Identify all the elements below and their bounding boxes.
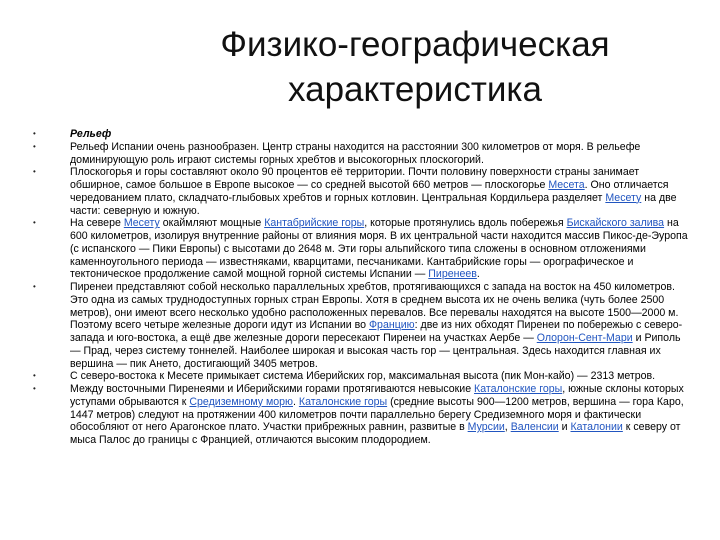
text-run: . Оно отличается чередованием плато, складчато-глыбовых хребтов и горных котловин. Центральная Кордильера разделяет [70,179,669,204]
text-run: на две части: северную и южную. [70,191,677,217]
text-run: Между восточными Пиренеями и Иберийскими горами протягиваются невысокие [70,383,475,395]
paragraph-text: С северо-востока к Месете примыкает система Иберийских гор, максимальная высота (пик Мон-кайо) — 2313 метров. [70,370,656,383]
bullet-dot: • [33,218,36,228]
link-france[interactable]: Францию [369,319,415,332]
paragraph-text [70,383,690,447]
slide-title [0,22,720,112]
bullet-dot: • [33,129,36,138]
paragraph-text [70,217,690,281]
bullet-item [30,166,690,217]
bullet-item-heading [30,128,690,141]
link-bay-of-biscay[interactable]: Бискайского залива [566,217,665,230]
text-run: : две из них обходят Пиренеи по побережью с северо-запада и юго-востока, а ещё две железные дороги пересекают Пиренеи на участках Аербе — [70,319,683,344]
text-run: . [476,268,480,281]
title-line-2: характеристика [288,70,542,109]
text-run: , южные склоны которых уступами обрываются к [70,383,684,408]
paragraph-text [70,281,690,370]
bullet-dot: • [33,282,36,291]
text-run: На севере [70,217,124,230]
link-valencia[interactable]: Валенсии [510,421,559,434]
text-run: на 600 километров, изолируя внутренние районы от влияния моря. В их центральной части находится массив Пикос-де-Эуропа (с испанского — Пики Европы) с высотами до 2648 м. Эти горы альпийского типа сложены в основном отложениями каменноугольного периода — известняками, кварцитами, песчаниками. Кантабрийские горы — орографическое и тектоническое продолжение самой мощной горной системы Испании — [70,217,688,281]
text-run: . [293,395,299,408]
text-run: и Риполь — Прад, через систему тоннелей. Наиболее широкая и высокая часть гор — центральная. Здесь находится главная их вершина — пик Ането, достигающий 3405 метров. [70,332,681,370]
bullet-dot: • [33,141,36,151]
text-run: Пиренеи представляют собой несколько параллельных хребтов, протягивающихся с запада на восток на 450 километров. Это одна из самых труднодоступных горных стран Европы. Хотя в среднем высота их не очень велика (чуть более 2500 метров), они имеют всего несколько удобно расположенных перевалов. Все перевалы находятся на высоте 1500—2000 м. Поэтому всего четыре железные дороги идут из Испании во [70,281,679,332]
paragraph-text: Рельеф Испании очень разнообразен. Центр страны находится на расстоянии 300 километров от моря. В рельефе доминирующую роль играют системы горных хребтов и высокогорных плоскогорий. [70,140,641,166]
bullet-item [30,383,690,447]
bullet-dot: • [33,384,36,393]
bullet-list [30,128,690,447]
link-mediterranean-sea[interactable]: Средиземному морю [189,395,294,408]
paragraph-text [70,166,690,217]
text-run: (средние высоты 900—1200 метров, вершина — гора Каро, 1447 метров) следуют на протяжении 400 километров почти параллельно берегу Средиземного моря и фактически обособляют от него Арагонское плато. Участки прибрежных равнин, развитые в [70,395,684,434]
link-meseta[interactable]: Месета [548,179,585,191]
link-pyrenees[interactable]: Пиренеев [428,268,477,281]
bullet-dot: • [33,371,36,381]
text-run: , которые протянулись вдоль побережья [364,217,567,230]
link-catalan-mountains[interactable]: Каталонские горы [474,383,563,395]
link-cantabrian-mountains[interactable]: Кантабрийские горы [264,217,365,230]
text-run: к северу от мыса Палос до границы с Францией, отличаются высоким плодородием. [70,421,681,446]
link-catalonia[interactable]: Каталонии [570,421,623,434]
bullet-item [30,141,690,167]
section-heading: Рельеф [70,128,112,140]
link-murcia[interactable]: Мурсии [467,421,505,434]
text-run: , [504,421,511,434]
link-oloron-sainte-marie[interactable]: Олорон-Сент-Мари [536,332,633,344]
bullet-item [30,281,690,370]
title-line-1: Физико-географическая [220,25,610,64]
bullet-item [30,370,690,383]
link-meseta[interactable]: Месету [605,191,642,204]
bullet-dot: • [33,167,36,177]
text-run: Плоскогорья и горы составляют около 90 процентов её территории. Почти половину поверхности страны занимает обширное, самое большое в Европе высокое — со средней высотой 660 метров — плоскогорье [70,166,640,191]
link-meseta[interactable]: Месету [123,217,160,230]
text-run: и [558,421,571,434]
bullet-item [30,217,690,281]
link-catalan-mountains[interactable]: Каталонские горы [298,395,388,408]
text-run: окаймляют мощные [159,217,265,230]
